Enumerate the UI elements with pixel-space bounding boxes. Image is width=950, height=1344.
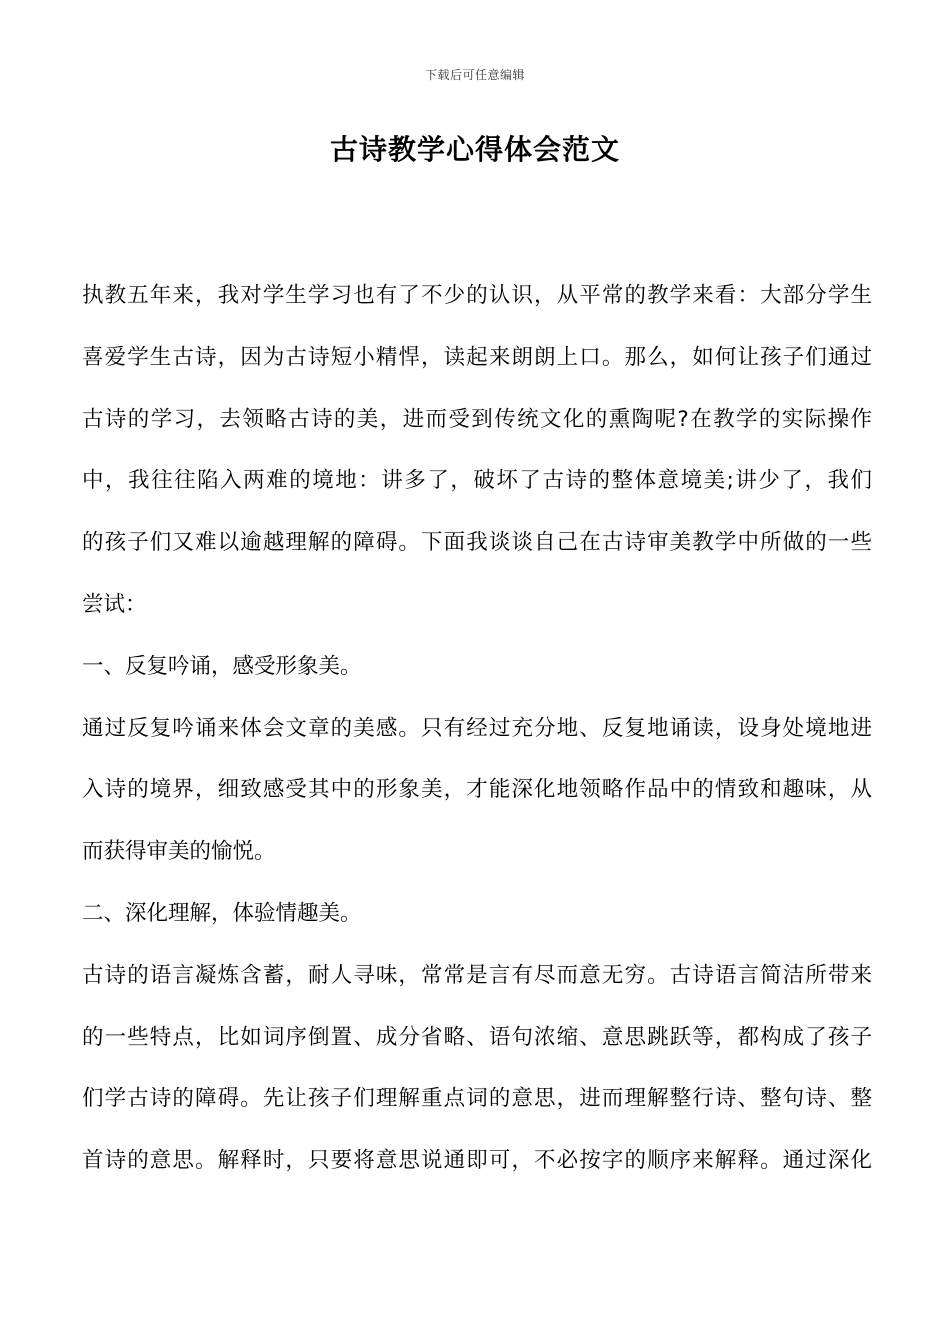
- document-body: [82, 265, 872, 1192]
- header-note: 下载后可任意编辑: [424, 68, 525, 82]
- section-heading: 二、深化理解，体验情趣美。: [82, 900, 362, 926]
- body-line: 通过反复吟诵来体会文章的美感。只有经过充分地、反复地诵读，设身处境地进: [82, 715, 872, 741]
- body-line: 古诗的语言凝炼含蓄，耐人寻味，常常是言有尽而意无穷。古诗语言简洁所带来: [82, 962, 872, 988]
- body-line: 执教五年来，我对学生学习也有了不少的认识，从平常的教学来看：大部分学生: [82, 283, 872, 308]
- body-line: 首诗的意思。解释时，只要将意思说通即可，不必按字的顺序来解释。通过深化: [82, 1148, 872, 1174]
- body-line: 古诗的学习，去领略古诗的美，进而受到传统文化的熏陶呢?在教学的实际操作: [82, 406, 872, 432]
- body-line: 喜爱学生古诗，因为古诗短小精悍，读起来朗朗上口。那么，如何让孩子们通过: [82, 344, 872, 370]
- body-line: 的孩子们又难以逾越理解的障碍。下面我谈谈自己在古诗审美教学中所做的一些: [82, 530, 872, 556]
- document-title: 古诗教学心得体会范文: [329, 133, 620, 166]
- body-line: 尝试：: [82, 591, 147, 617]
- body-line: 的一些特点，比如词序倒置、成分省略、语句浓缩、意思跳跃等，都构成了孩子: [82, 1024, 872, 1050]
- body-line: 中，我往往陷入两难的境地：讲多了，破坏了古诗的整体意境美;讲少了，我们: [82, 468, 872, 494]
- body-line: 们学古诗的障碍。先让孩子们理解重点词的意思，进而理解整行诗、整句诗、整: [82, 1086, 872, 1112]
- section-heading: 一、反复吟诵，感受形象美。: [82, 653, 362, 679]
- body-line: 而获得审美的愉悦。: [82, 839, 276, 865]
- body-line: 入诗的境界，细致感受其中的形象美，才能深化地领略作品中的情致和趣味，从: [82, 777, 872, 803]
